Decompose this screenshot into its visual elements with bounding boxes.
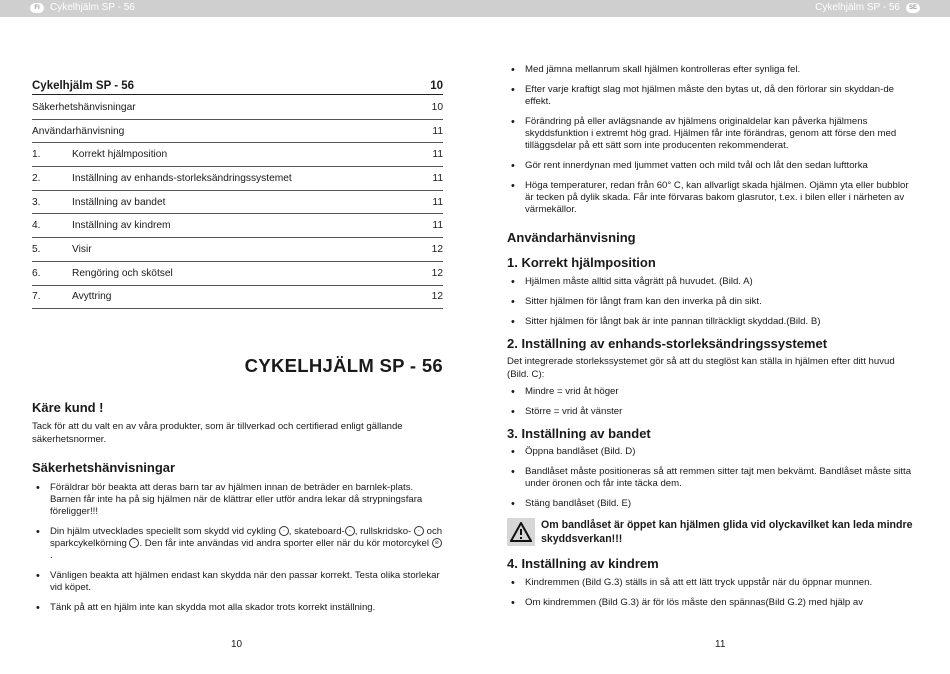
text-span: Din hjälm utvecklades speciellt som skydd vid cykling bbox=[50, 526, 277, 537]
toc-row bbox=[32, 96, 443, 120]
list-item: • Höga temperaturer, redan från 60° C, kan allvarligt skada hjälmen. Ojämn yta eller bubblor är tecken på dylik skada. Får inte förvaras bakom glasrutor, t.ex. i bilen eller i närheten av värmekällor. bbox=[507, 180, 915, 216]
left-page bbox=[32, 0, 443, 674]
right-page bbox=[507, 0, 915, 674]
country-flag-icon: FI bbox=[30, 3, 44, 13]
page-number: 11 bbox=[715, 639, 726, 650]
toc-entry: Inställning av enhands-storleksändringssystemet bbox=[72, 172, 292, 184]
list-item: • Öppna bandlåset (Bild. D) bbox=[507, 446, 915, 458]
toc-page: 12 bbox=[431, 243, 443, 255]
toc-entry: Säkerhetshänvisningar bbox=[32, 101, 136, 113]
toc-number: 2. bbox=[32, 172, 41, 184]
toc-entry: Användarhänvisning bbox=[32, 125, 125, 137]
list-item: • Bandlåset måste positioneras så att remmen sitter tajt men bekvämt. Bandlåset måste sitta under öronen och får inte täcka dem. bbox=[507, 466, 915, 490]
toc-row bbox=[32, 191, 443, 215]
section4-list bbox=[507, 577, 915, 609]
inline-skate-icon: ◦ bbox=[414, 526, 424, 536]
bicycle-icon: ◦ bbox=[279, 526, 289, 536]
list-item: • Förändring på eller avlägsnande av hjälmens originaldelar kan påverka hjälmens skyddsfunktion i extremt hög grad. Hjälmen får inte förändras, genom att förse den med tilläggsdelar på ett sätt som inte producenten rekommenderat. bbox=[507, 116, 915, 152]
toc-entry: Korrekt hjälmposition bbox=[72, 149, 168, 161]
safety-list bbox=[32, 482, 443, 614]
toc-number: 3. bbox=[32, 196, 41, 208]
toc-number: 1. bbox=[32, 149, 41, 161]
header-right-title: Cykelhjälm SP - 56 bbox=[815, 2, 900, 13]
toc-entry: Inställning av bandet bbox=[72, 196, 166, 208]
toc-row bbox=[32, 262, 443, 286]
toc-page: 10 bbox=[431, 101, 443, 113]
toc-page: 12 bbox=[431, 291, 443, 303]
list-item: • Kindremmen (Bild G.3) ställs in så att ett lätt tryck uppstår när du öppnar munnen. bbox=[507, 577, 915, 589]
list-item: • Om kindremmen (Bild G.3) är för lös måste den spännas(Bild G.2) med hjälp av bbox=[507, 597, 915, 609]
toc-row bbox=[32, 167, 443, 191]
toc-page: 12 bbox=[431, 267, 443, 279]
header-left-title: Cykelhjälm SP - 56 bbox=[50, 2, 135, 13]
toc-page: 11 bbox=[432, 220, 443, 232]
scooter-icon: ◦ bbox=[129, 538, 139, 548]
text-span: och sparkcykelkörning bbox=[50, 526, 443, 549]
toc-page: 11 bbox=[432, 196, 443, 208]
list-item: • Stäng bandlåset (Bild. E) bbox=[507, 498, 915, 510]
list-item: • Sitter hjälmen för långt bak är inte pannan tillräckligt skyddad.(Bild. B) bbox=[507, 316, 915, 328]
toc-entry: Inställning av kindrem bbox=[72, 220, 171, 232]
care-list bbox=[507, 64, 915, 224]
toc-number: 6. bbox=[32, 267, 41, 279]
section2-heading: 2. Inställning av enhands-storleksändringssystemet bbox=[507, 336, 828, 351]
section3-list bbox=[507, 446, 915, 510]
toc-row bbox=[32, 120, 443, 144]
section1-list bbox=[507, 276, 915, 328]
text-span: . Den får inte användas vid andra sporter eller när du kör motorcykel bbox=[139, 538, 430, 549]
section4-heading: 4. Inställning av kindrem bbox=[507, 556, 659, 571]
toc-page: 11 bbox=[432, 172, 443, 184]
toc-row bbox=[32, 143, 443, 167]
list-item: • Mindre = vrid åt höger bbox=[507, 386, 915, 398]
toc-row bbox=[32, 238, 443, 262]
section2-list bbox=[507, 386, 915, 418]
dear-heading: Käre kund ! bbox=[32, 400, 104, 415]
page-number: 10 bbox=[231, 639, 243, 650]
list-item: • Med jämna mellanrum skall hjälmen kontrolleras efter synliga fel. bbox=[507, 64, 915, 76]
toc-row bbox=[32, 286, 443, 310]
list-item: • Sitter hjälmen för långt fram kan den inverka på din sikt. bbox=[507, 296, 915, 308]
section3-heading: 3. Inställning av bandet bbox=[507, 426, 651, 441]
toc-number: 7. bbox=[32, 291, 41, 303]
country-flag-icon: SE bbox=[906, 3, 920, 13]
list-item: • Gör rent innerdynan med ljummet vatten och mild tvål och låt den sedan lufttorka bbox=[507, 160, 915, 172]
toc-entry: Rengöring och skötsel bbox=[72, 267, 173, 279]
text-span: , skateboard- bbox=[288, 526, 345, 537]
toc-entry: Avyttring bbox=[72, 291, 112, 303]
list-item: • Föräldrar bör beakta att deras barn tar av hjälmen innan de beträder en barnlek-plats. Barnen får inte ha på sig hjälmen när de klättrar eller utför andra lekar då strypningsfara föreligger!!! bbox=[32, 482, 443, 518]
toc-title: Cykelhjälm SP - 56 bbox=[32, 80, 135, 92]
list-item: • Vänligen beakta att hjälmen endast kan skydda när den passar korrekt. Testa olika storlekar vid köpet. bbox=[32, 570, 443, 594]
toc-entry: Visir bbox=[72, 243, 92, 255]
warning-icon bbox=[507, 518, 535, 546]
instructions-section bbox=[507, 230, 915, 617]
toc-number: 4. bbox=[32, 220, 41, 232]
toc-title-page: 10 bbox=[430, 80, 443, 92]
text-span: , rullskridsko- bbox=[354, 526, 412, 537]
toc-number: 5. bbox=[32, 243, 41, 255]
list-item: • Efter varje kraftigt slag mot hjälmen måste den bytas ut, då den förlorar sin skyddan-de effekt. bbox=[507, 84, 915, 108]
list-item: • Hjälmen måste alltid sitta vågrätt på huvudet. (Bild. A) bbox=[507, 276, 915, 288]
intro-section bbox=[32, 400, 443, 622]
table-of-contents bbox=[32, 96, 443, 309]
skateboard-icon: ◦ bbox=[345, 526, 355, 536]
dear-text: Tack för att du valt en av våra produkter, som är tillverkad och certifierad enligt gällande säkerhetsnormer. bbox=[32, 421, 403, 445]
warning-box bbox=[507, 518, 915, 546]
no-motorcycle-icon: ⊘ bbox=[432, 538, 442, 548]
page-title: CYKELHJÄLM SP - 56 bbox=[244, 355, 443, 376]
list-item: • Större = vrid åt vänster bbox=[507, 406, 915, 418]
user-heading: Användarhänvisning bbox=[507, 230, 636, 245]
list-item: • Din hjälm utvecklades speciellt som skydd vid cykling ◦ , skateboard- ◦ , rullskridsko- ◦ och sparkcykelkörning ◦ . Den får inte användas vid andra sporter eller när du kör motorcykel ⊘. bbox=[32, 526, 443, 562]
section2-text: Det integrerade storlekssystemet gör så att du steglöst kan ställa in hjälmen efter ditt huvud (Bild. C): bbox=[507, 356, 895, 380]
toc-page: 11 bbox=[432, 149, 443, 161]
toc-page: 11 bbox=[432, 125, 443, 137]
toc-title-row bbox=[32, 80, 443, 95]
section1-heading: 1. Korrekt hjälmposition bbox=[507, 255, 656, 270]
toc-row bbox=[32, 214, 443, 238]
list-item: • Tänk på att en hjälm inte kan skydda mot alla skador trots korrekt inställning. bbox=[32, 602, 443, 614]
safety-heading: Säkerhetshänvisningar bbox=[32, 460, 176, 475]
warning-text: Om bandlåset är öppet kan hjälmen glida vid olyckavilket kan leda mindre skyddsverkan!!! bbox=[541, 519, 913, 545]
